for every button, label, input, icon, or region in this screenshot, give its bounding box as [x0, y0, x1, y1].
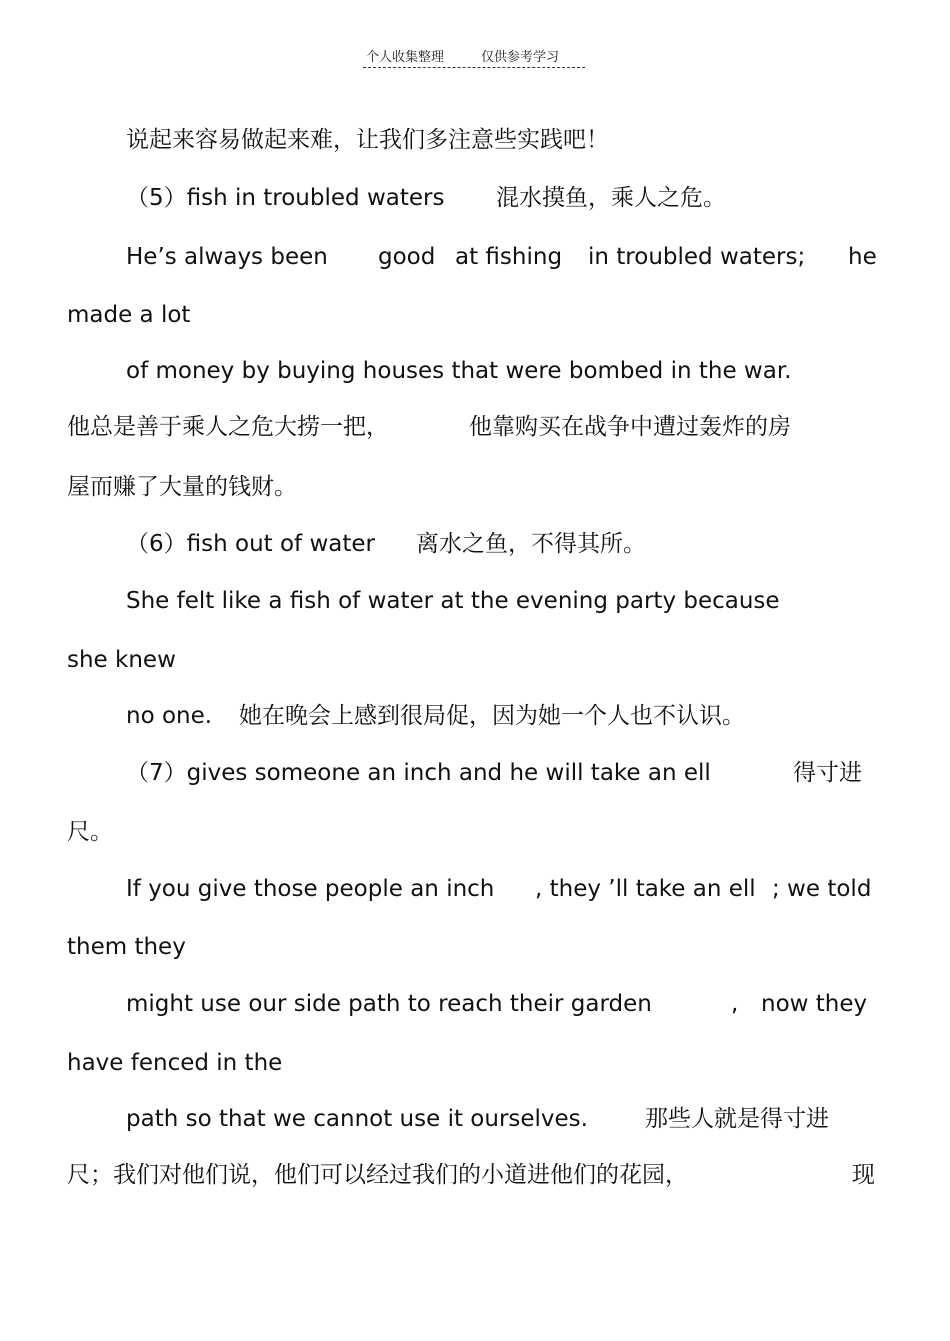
- text-fragment: If you give those people an inch: [126, 876, 495, 902]
- text-line: she knew: [67, 647, 176, 673]
- text-line: 说起来容易做起来难，让我们多注意些实践吧！: [126, 127, 609, 153]
- text-fragment: in troubled waters;: [588, 244, 806, 270]
- text-fragment: now they: [761, 991, 868, 1017]
- text-fragment: at fishing: [455, 244, 563, 270]
- text-fragment: 他靠购买在战争中遭过轰炸的房: [469, 414, 791, 440]
- text-fragment: 尺；我们对他们说，他们可以经过我们的小道进他们的花园，: [67, 1162, 688, 1188]
- idiom-translation-6: 离水之鱼，不得其所。: [416, 531, 646, 557]
- idiom-heading-5: （5）fish in troubled waters: [126, 185, 445, 211]
- text-fragment: He’s always been: [126, 244, 328, 270]
- text-fragment: he: [848, 244, 877, 270]
- page-header: [363, 44, 585, 70]
- text-line: them they: [67, 934, 186, 960]
- header-dashed-rule: [363, 67, 585, 68]
- text-fragment: might use our side path to reach their garden: [126, 991, 652, 1017]
- header-left-text: 个人收集整理: [366, 50, 445, 65]
- text-line: made a lot: [67, 302, 191, 328]
- idiom-heading-6: （6）fish out of water: [126, 531, 375, 557]
- header-right-text: 仅供参考学习: [481, 50, 560, 65]
- text-fragment: ,: [731, 991, 739, 1017]
- text-fragment: 他总是善于乘人之危大捞一把，: [67, 414, 389, 440]
- text-line: of money by buying houses that were bombed in the war.: [126, 358, 792, 384]
- text-fragment: no one.: [126, 703, 213, 729]
- text-line: 屋而赚了大量的钱财。: [67, 474, 297, 500]
- text-fragment: , they ’ll take an ell: [535, 876, 756, 902]
- text-line: She felt like a fish of water at the evening party because: [126, 588, 780, 614]
- idiom-heading-7: （7）gives someone an inch and he will take an ell: [126, 760, 711, 786]
- text-fragment: 现: [852, 1162, 875, 1188]
- text-line: 尺。: [67, 819, 113, 845]
- idiom-translation-7: 得寸进: [793, 760, 862, 786]
- idiom-translation-5: 混水摸鱼，乘人之危。: [496, 185, 726, 211]
- text-fragment: ; we told: [772, 876, 872, 902]
- text-fragment: 那些人就是得寸进: [645, 1106, 829, 1132]
- text-fragment: path so that we cannot use it ourselves.: [126, 1106, 588, 1132]
- text-fragment: 她在晚会上感到很局促，因为她一个人也不认识。: [239, 703, 745, 729]
- text-line: have fenced in the: [67, 1050, 283, 1076]
- text-fragment: good: [378, 244, 436, 270]
